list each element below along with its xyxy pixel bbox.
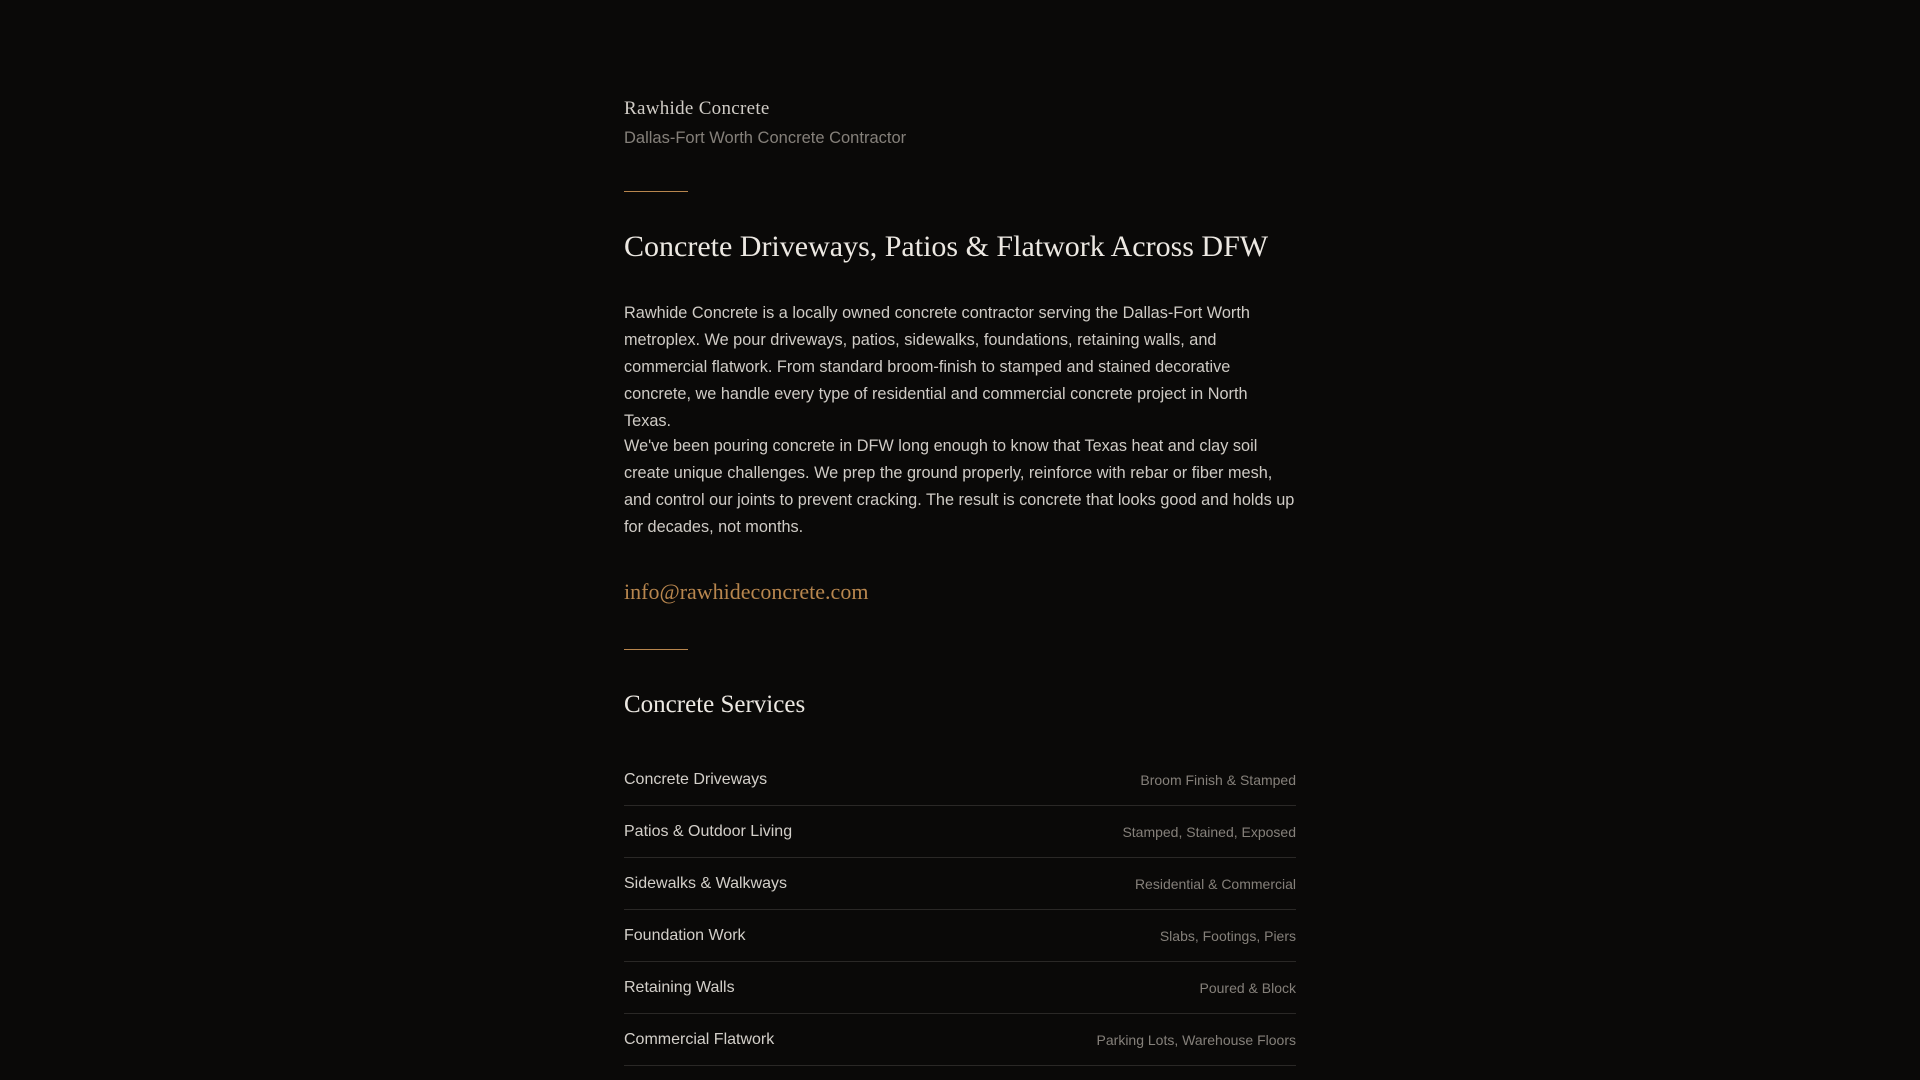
service-name: Retaining Walls: [624, 978, 735, 996]
service-detail: Broom Finish & Stamped: [1140, 771, 1296, 788]
divider: [624, 191, 688, 192]
divider: [624, 649, 688, 650]
service-detail: Slabs, Footings, Piers: [1159, 927, 1296, 944]
services-list: [624, 754, 1296, 1066]
service-detail: Residential & Commercial: [1134, 875, 1296, 892]
service-row: [624, 910, 1296, 962]
service-row: [624, 962, 1296, 1014]
brand-name: Rawhide Concrete: [624, 98, 770, 119]
service-name: Patios & Outdoor Living: [624, 822, 793, 840]
tagline: Dallas-Fort Worth Concrete Contractor: [624, 129, 907, 147]
service-name: Concrete Driveways: [624, 770, 768, 788]
service-row: [624, 754, 1296, 806]
email-link[interactable]: info@rawhideconcrete.com: [624, 579, 869, 604]
service-name: Sidewalks & Walkways: [624, 874, 788, 892]
service-detail: Parking Lots, Warehouse Floors: [1096, 1031, 1296, 1048]
service-row: [624, 806, 1296, 858]
intro-paragraph: We've been pouring concrete in DFW long enough to know that Texas heat and clay soil create unique challenges. We prep the ground properly, reinforce with rebar or fiber mesh, and control our joints to prevent cracking. The result is concrete that looks good and holds up for decades, not months.: [624, 437, 1295, 536]
service-name: Commercial Flatwork: [624, 1030, 775, 1048]
service-row: [624, 858, 1296, 910]
service-name: Foundation Work: [624, 926, 746, 944]
service-row: [624, 1014, 1296, 1066]
page-title: Concrete Driveways, Patios & Flatwork Across DFW: [624, 230, 1269, 263]
intro-paragraph: Rawhide Concrete is a locally owned concrete contractor serving the Dallas-Fort Worth metroplex. We pour driveways, patios, sidewalks, foundations, retaining walls, and commercial flatwork. From standard broom-finish to stamped and stained decorative concrete, we handle every type of residential and commercial concrete project in North Texas.: [624, 304, 1250, 430]
services-title: Concrete Services: [624, 691, 806, 718]
service-detail: Poured & Block: [1199, 979, 1296, 996]
service-detail: Stamped, Stained, Exposed: [1122, 823, 1296, 840]
